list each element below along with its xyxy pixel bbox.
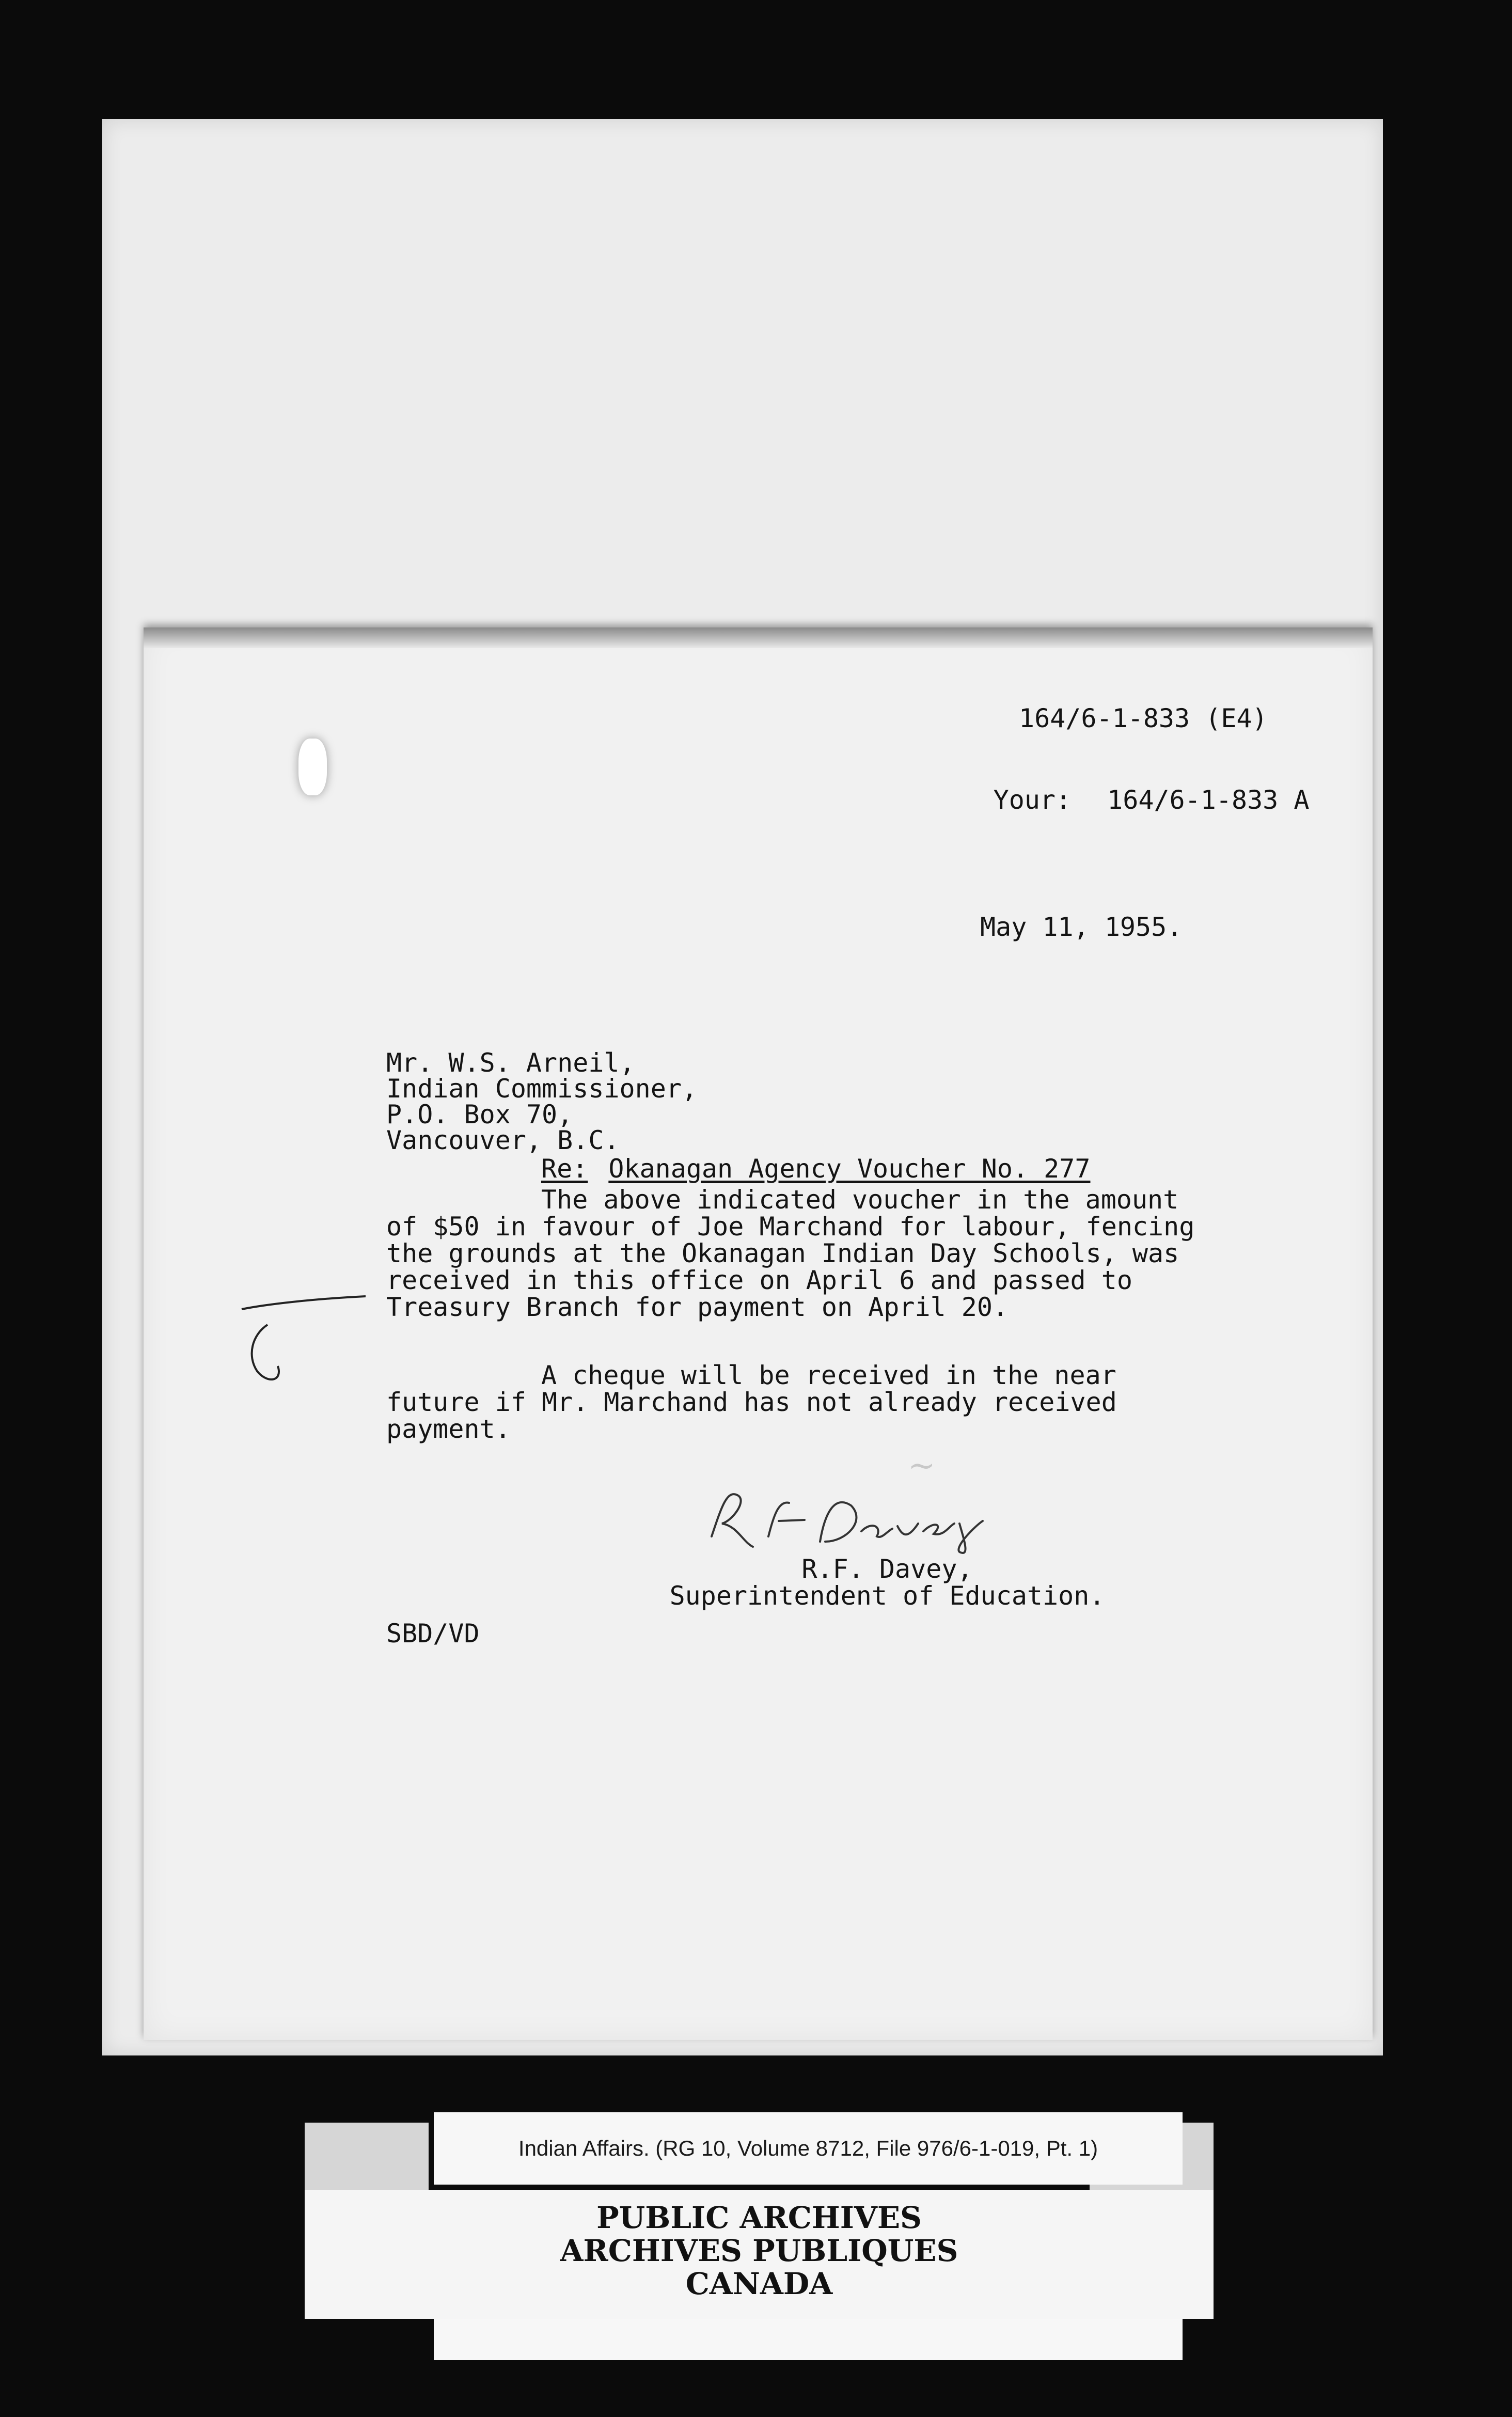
body-line: the grounds at the Okanagan Indian Day Schools, was	[386, 1238, 1179, 1268]
body-paragraph-2	[386, 1360, 1336, 1444]
body-line: payment.	[386, 1414, 511, 1444]
label-bottom-strip	[434, 2319, 1183, 2360]
address-line: Vancouver, B.C.	[386, 1125, 620, 1155]
subject-line	[541, 1154, 1091, 1183]
archive-line: PUBLIC ARCHIVES	[596, 2200, 922, 2235]
signer-name: R.F. Davey,	[801, 1554, 973, 1584]
body-line: received in this office on April 6 and passed to	[386, 1265, 1132, 1295]
archive-stamp	[305, 2190, 1214, 2319]
faint-pencil-mark: ~	[908, 1447, 936, 1485]
archive-label	[305, 2112, 1214, 2360]
address-line: Mr. W.S. Arneil,	[386, 1048, 635, 1078]
body-paragraph-1	[386, 1185, 1336, 1320]
archive-line: ARCHIVES PUBLIQUES	[560, 2233, 958, 2268]
subject-text: Okanagan Agency Voucher No. 277	[608, 1154, 1091, 1184]
file-reference: 164/6-1-833 (E4)	[1019, 703, 1268, 733]
typist-initials: SBD/VD	[386, 1619, 480, 1649]
signer-title: Superintendent of Education.	[669, 1581, 1105, 1611]
margin-checkmark	[237, 1294, 371, 1397]
body-line: of $50 in favour of Joe Marchand for labour, fencing	[386, 1212, 1195, 1242]
punch-hole	[298, 739, 327, 795]
address-line: Indian Commissioner,	[386, 1074, 698, 1104]
handwritten-signature	[701, 1474, 990, 1557]
body-line: A cheque will be received in the near	[541, 1360, 1116, 1390]
archive-line: CANADA	[685, 2266, 833, 2301]
body-line: future if Mr. Marchand has not already received	[386, 1387, 1117, 1417]
body-line: Treasury Branch for payment on April 20.	[386, 1292, 1009, 1322]
your-reference: 164/6-1-833 A	[1107, 785, 1310, 815]
signature-block	[655, 1554, 1120, 1611]
body-line: The above indicated voucher in the amount	[541, 1185, 1179, 1215]
recipient-address	[386, 1048, 698, 1155]
archive-citation: Indian Affairs. (RG 10, Volume 8712, File 976/6-1-019, Pt. 1)	[434, 2112, 1183, 2185]
your-label: Your:	[993, 785, 1072, 815]
address-line: P.O. Box 70,	[386, 1100, 573, 1129]
re-label: Re:	[541, 1154, 588, 1184]
your-reference-line	[900, 757, 1309, 843]
letter-sheet	[144, 627, 1373, 2040]
letter-top-edge	[144, 627, 1373, 648]
letter-date: May 11, 1955.	[980, 912, 1183, 942]
